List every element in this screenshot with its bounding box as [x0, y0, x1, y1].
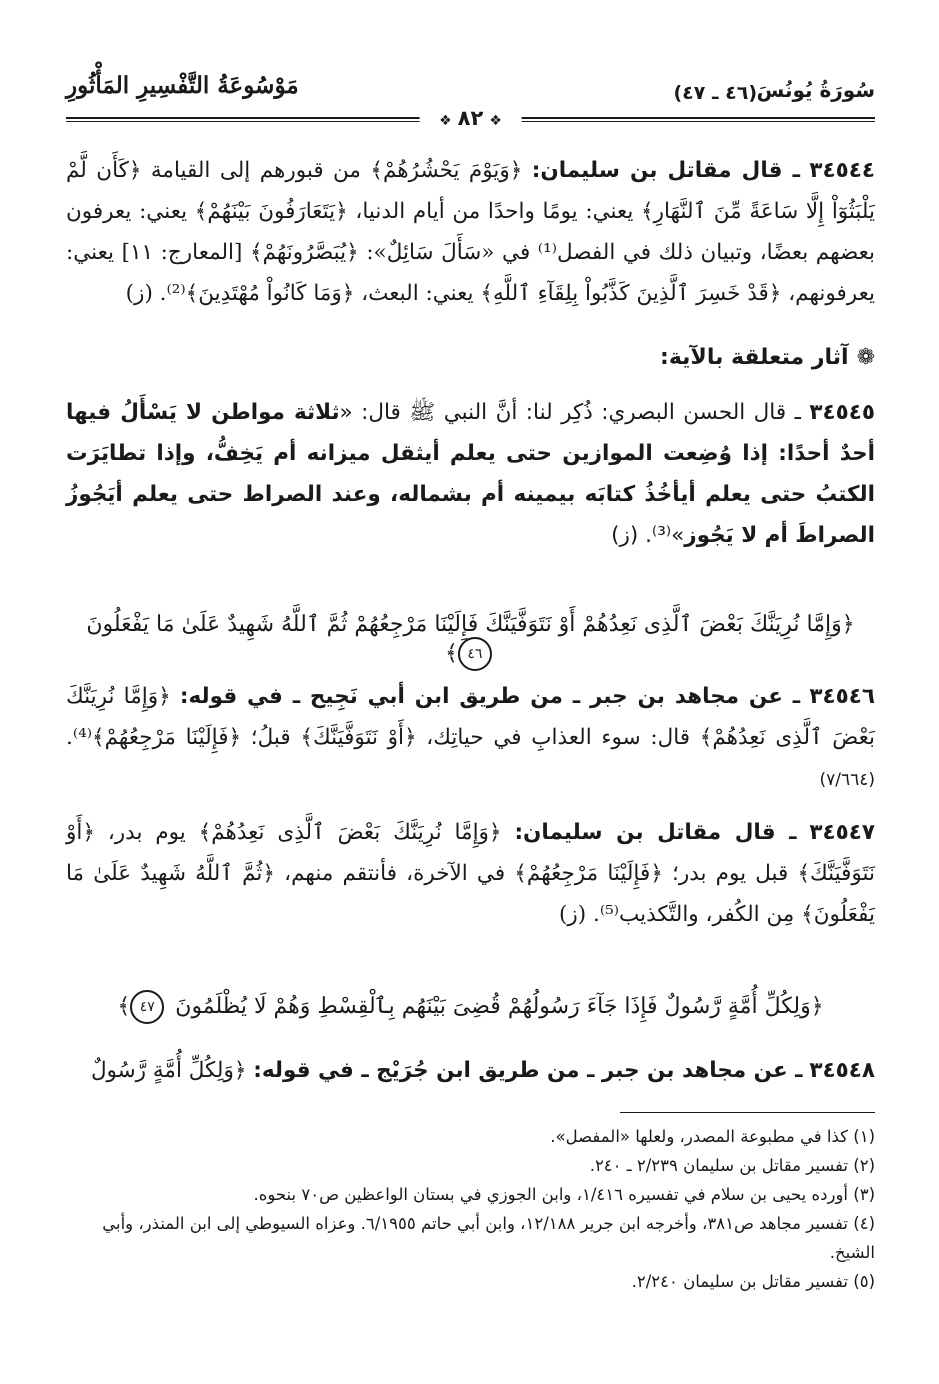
narration-tail: »⁽³⁾. (ز) [611, 523, 685, 548]
verse-close: ﴾ [117, 994, 131, 1019]
narration-34544 [66, 150, 875, 314]
narrator: ـ عن مجاهد بن جبر ـ من طريق ابن أبي نَجِيح ـ في قوله: [179, 684, 801, 709]
quran-verse-47 [66, 990, 875, 1024]
ayah-number: ٤٧ [130, 990, 164, 1024]
page-header [66, 72, 875, 130]
footnotes [66, 1122, 875, 1296]
narration-34546 [66, 676, 875, 801]
ayah-number: ٤٦ [458, 637, 492, 671]
narration-number: ٣٤٥٤٦ [809, 684, 875, 709]
footnote-separator [620, 1112, 875, 1113]
page-number: ٨٢ [457, 106, 484, 130]
footnote-1: (١) كذا في مطبوعة المصدر، ولعلها «المفصل». [550, 1127, 875, 1146]
section-title [660, 345, 875, 370]
ornament-icon: ❖ [489, 113, 502, 129]
narration-text: ﴿وَإِمَّا نُرِيَنَّكَ بَعْضَ ٱلَّذِى نَعِدُهُمْ﴾ يوم بدر، ﴿أَوْ نَتَوَفَّيَنَّكَ﴾ قبل يوم بدر؛ ﴿فَإِلَيْنَا مَرْجِعُهُمْ﴾ في الآخرة، فأنتقم منهم، ﴿ثُمَّ ٱللَّهُ شَهِيدٌ عَلَىٰ مَا يَفْعَلُونَ﴾ مِن الكُفر، والتَّكذيب⁽⁵⁾. (ز) [66, 820, 875, 927]
narration-lead: ـ قال الحسن البصري: ذُكِر لنا: أنَّ النبي ﷺ قال: « [339, 400, 801, 425]
verse-text: ﴿وَلِكُلِّ أُمَّةٍ رَّسُولٌ فَإِذَا جَآءَ رَسُولُهُمْ قُضِىَ بَيْنَهُم بِٱلْقِسْطِ وَهُمْ لَا يُظْلَمُونَ [175, 994, 824, 1019]
narrator: ـ عن مجاهد بن جبر ـ من طريق ابن جُرَيْج ـ في قوله: [253, 1058, 803, 1083]
narration-number: ٣٤٥٤٤ [809, 158, 875, 183]
verse-text: ﴿وَإِمَّا نُرِيَنَّكَ بَعْضَ ٱلَّذِى نَعِدُهُمْ أَوْ نَتَوَفَّيَنَّكَ فَإِلَيْنَا مَرْجِعُهُمْ ثُمَّ ٱللَّهُ شَهِيدٌ عَلَىٰ مَا يَفْعَلُونَ [86, 612, 855, 637]
footnote-4: (٤) تفسير مجاهد ص٣٨١، وأخرجه ابن جرير ١٢/١٨٨، وابن أبي حاتم ٦/١٩٥٥. وعزاه السيوطي إلى ابن المنذر، وأبي الشيخ. [102, 1214, 875, 1262]
hadith-text: ثلاثة مواطن لا يَسْأَلُ فيها أحدٌ أحدًا: إذا وُضِعت الموازين حتى يعلم أيثقل ميزانه أم يَخِفُّ، وإذا تطايَرَت الكتبُ حتى يعلم أيأخُذُ كتابَه بيمينه أم بشماله، وعند الصراط حتى يعلم أيَجُوزُ الصراطَ أم لا يَجُوز [66, 400, 875, 548]
narration-text: ﴿وَيَوْمَ يَحْشُرُهُمْ﴾ من قبورهم إلى القيامة ﴿كَأَن لَّمْ يَلْبَثُوٓاْ إِلَّا سَاعَةً مِّنَ ٱلنَّهَارِ﴾ يعني: يومًا واحدًا من أيام الدنيا، ﴿يَتَعَارَفُونَ بَيْنَهُمْ﴾ يعني: يعرفون بعضهم بعضًا، وتبيان ذلك في الفصل⁽¹⁾ في «سَأَلَ سَائِلٌ»: ﴿يُبَصَّرُونَهُمْ﴾ [المعارج: ١١] يعني: يعرفونهم، ﴿قَدْ خَسِرَ ٱلَّذِينَ كَذَّبُواْ بِلِقَآءِ ٱللَّهِ﴾ يعني: البعث، ﴿وَمَا كَانُواْ مُهْتَدِينَ﴾⁽²⁾. (ز) [66, 158, 875, 306]
narration-34545 [66, 392, 875, 556]
narration-number: ٣٤٥٤٥ [809, 400, 875, 425]
narrator: ـ قال مقاتل بن سليمان: [514, 820, 797, 845]
footnote-5: (٥) تفسير مقاتل بن سليمان ٢/٢٤٠. [631, 1272, 875, 1291]
footnote-2: (٢) تفسير مقاتل بن سليمان ٢/٢٣٩ ـ ٢٤٠. [589, 1156, 875, 1175]
page-number-block [419, 106, 522, 130]
surah-name: سُورَةُ يُونُسَ [756, 78, 875, 102]
narration-text: ﴿وَإِمَّا نُرِيَنَّكَ بَعْضَ ٱلَّذِى نَعِدُهُمْ﴾ قال: سوء العذابِ في حياتِك، ﴿أَوْ نَتَوَفَّيَنَّكَ﴾ قبلُ؛ ﴿فَإِلَيْنَا مَرْجِعُهُمْ﴾⁽⁴⁾. [66, 684, 875, 750]
narration-34548 [66, 1050, 875, 1091]
ayat-range: (٤٦ ـ ٤٧) [673, 82, 757, 104]
ornament-icon: ❖ [439, 113, 452, 129]
section-title-text: آثار متعلقة بالآية: [660, 345, 849, 370]
book-title: مَوْسُوعَةُ التَّفْسِيرِ المَأْثُورِ [66, 72, 299, 99]
narration-34547 [66, 812, 875, 935]
narration-number: ٣٤٥٤٨ [809, 1058, 875, 1083]
footnote-3: (٣) أورده يحيى بن سلام في تفسيره ١/٤١٦، وابن الجوزي في بستان الواعظين ص٧٠ بنحوه. [253, 1185, 875, 1204]
narrator: ـ قال مقاتل بن سليمان: [531, 158, 800, 183]
quran-verse-46 [66, 612, 875, 671]
verse-close: ﴾ [445, 641, 458, 666]
narration-text: ﴿وَلِكُلِّ أُمَّةٍ رَّسُولٌ [90, 1058, 247, 1083]
source-ref: (٧/٦٦٤) [819, 770, 875, 790]
flower-icon: ❁ [856, 345, 875, 370]
narration-number: ٣٤٥٤٧ [809, 820, 875, 845]
